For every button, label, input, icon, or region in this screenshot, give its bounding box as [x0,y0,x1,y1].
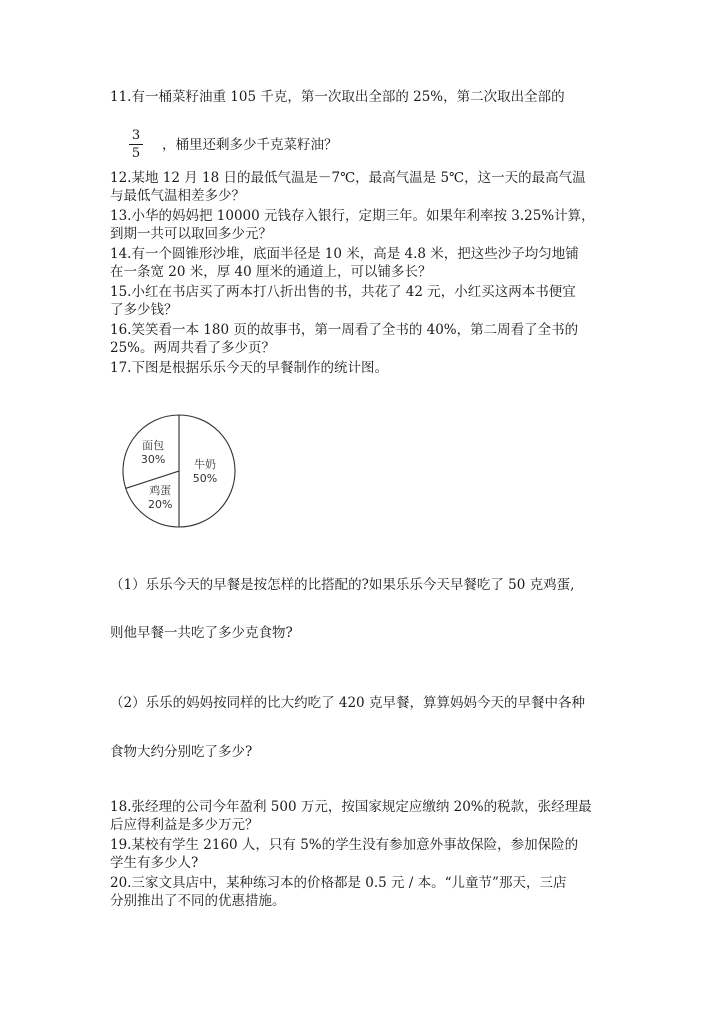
fraction-bar [129,144,143,145]
problem-11-line-1: 11.有一桶菜籽油重 105 千克，第一次取出全部的 25%，第二次取出全部的 [110,89,565,105]
problem-13-line-2: 到期一共可以取回多少元？ [110,226,272,242]
pie-slice-label-2: 鸡蛋 [149,483,172,497]
pie-slice-value-2: 20% [147,497,173,511]
problem-14-line-2: 在一条宽 20 米，厚 40 厘米的通道上，可以铺多长？ [110,264,432,280]
problem-11-line-2: ，桶里还剩多少千克菜籽油？ [162,137,338,153]
problem-16-line-2: 25%。两周共看了多少页？ [110,340,276,356]
pie-slice-1 [179,415,235,527]
fraction-numerator: 3 [131,128,141,143]
pie-slice-label-3: 面包 [142,439,165,453]
problem-19-line-2: 学生有多少人? [110,855,199,871]
fraction-three-fifths [129,128,143,161]
problem-17-line: 17.下图是根据乐乐今天的早餐制作的统计图。 [110,360,388,376]
problem-17-part-1-line-2: 则他早餐一共吃了多少克食物? [110,625,293,641]
problem-19-line-1: 19.某校有学生 2160 人，只有 5%的学生没有参加意外事故保险，参加保险的 [110,837,579,853]
problem-16-line-1: 16.笑笑看一本 180 页的故事书，第一周看了全书的 40%，第二周看了全书的 [110,322,579,338]
problem-14-line-1: 14.有一个圆锥形沙堆，底面半径是 10 米，高是 4.8 米，把这些沙子均匀地铺 [110,246,579,262]
pie-slice-value-3: 30% [140,453,166,467]
breakfast-pie-chart [119,411,239,531]
problem-20-line-2: 分别推出了不同的优惠措施。 [110,893,286,909]
problem-20-line-1: 20.三家文具店中，某种练习本的价格都是 0.5 元 / 本。“儿童节”那天，三店 [110,875,567,891]
problem-12-line-2: 与最低气温相差多少？ [110,188,245,204]
pie-slice-value-1: 50% [192,472,218,485]
problem-13-line-1: 13.小华的妈妈把 10000 元钱存入银行，定期三年。如果年利率按 3.25%计算， [110,208,595,224]
fraction-denominator: 5 [131,146,141,161]
problem-12-line-1: 12.某地 12 月 18 日的最低气温是－7℃，最高气温是 5℃，这一天的最高气温 [110,170,586,186]
pie-slices [123,415,235,527]
problem-18-line-1: 18.张经理的公司今年盈利 500 万元，按国家规定应缴纳 20%的税款，张经理最 [110,799,592,815]
problem-15-line-2: 了多少钱？ [110,302,178,318]
problem-17-part-2-line-1: （2）乐乐的妈妈按同样的比大约吃了 420 克早餐，算算妈妈今天的早餐中各种 [110,695,585,711]
problem-17-part-2-line-2: 食物大约分别吃了多少? [110,744,253,760]
pie-slice-label-1: 牛奶 [194,458,216,471]
problem-17-part-1-line-1: （1）乐乐今天的早餐是按怎样的比搭配的?如果乐乐今天早餐吃了 50 克鸡蛋, [110,577,575,593]
problem-15-line-1: 15.小红在书店买了两本打八折出售的书，共花了 42 元，小红买这两本书便宜 [110,284,576,300]
problem-18-line-2: 后应得利益是多少万元？ [110,817,259,833]
